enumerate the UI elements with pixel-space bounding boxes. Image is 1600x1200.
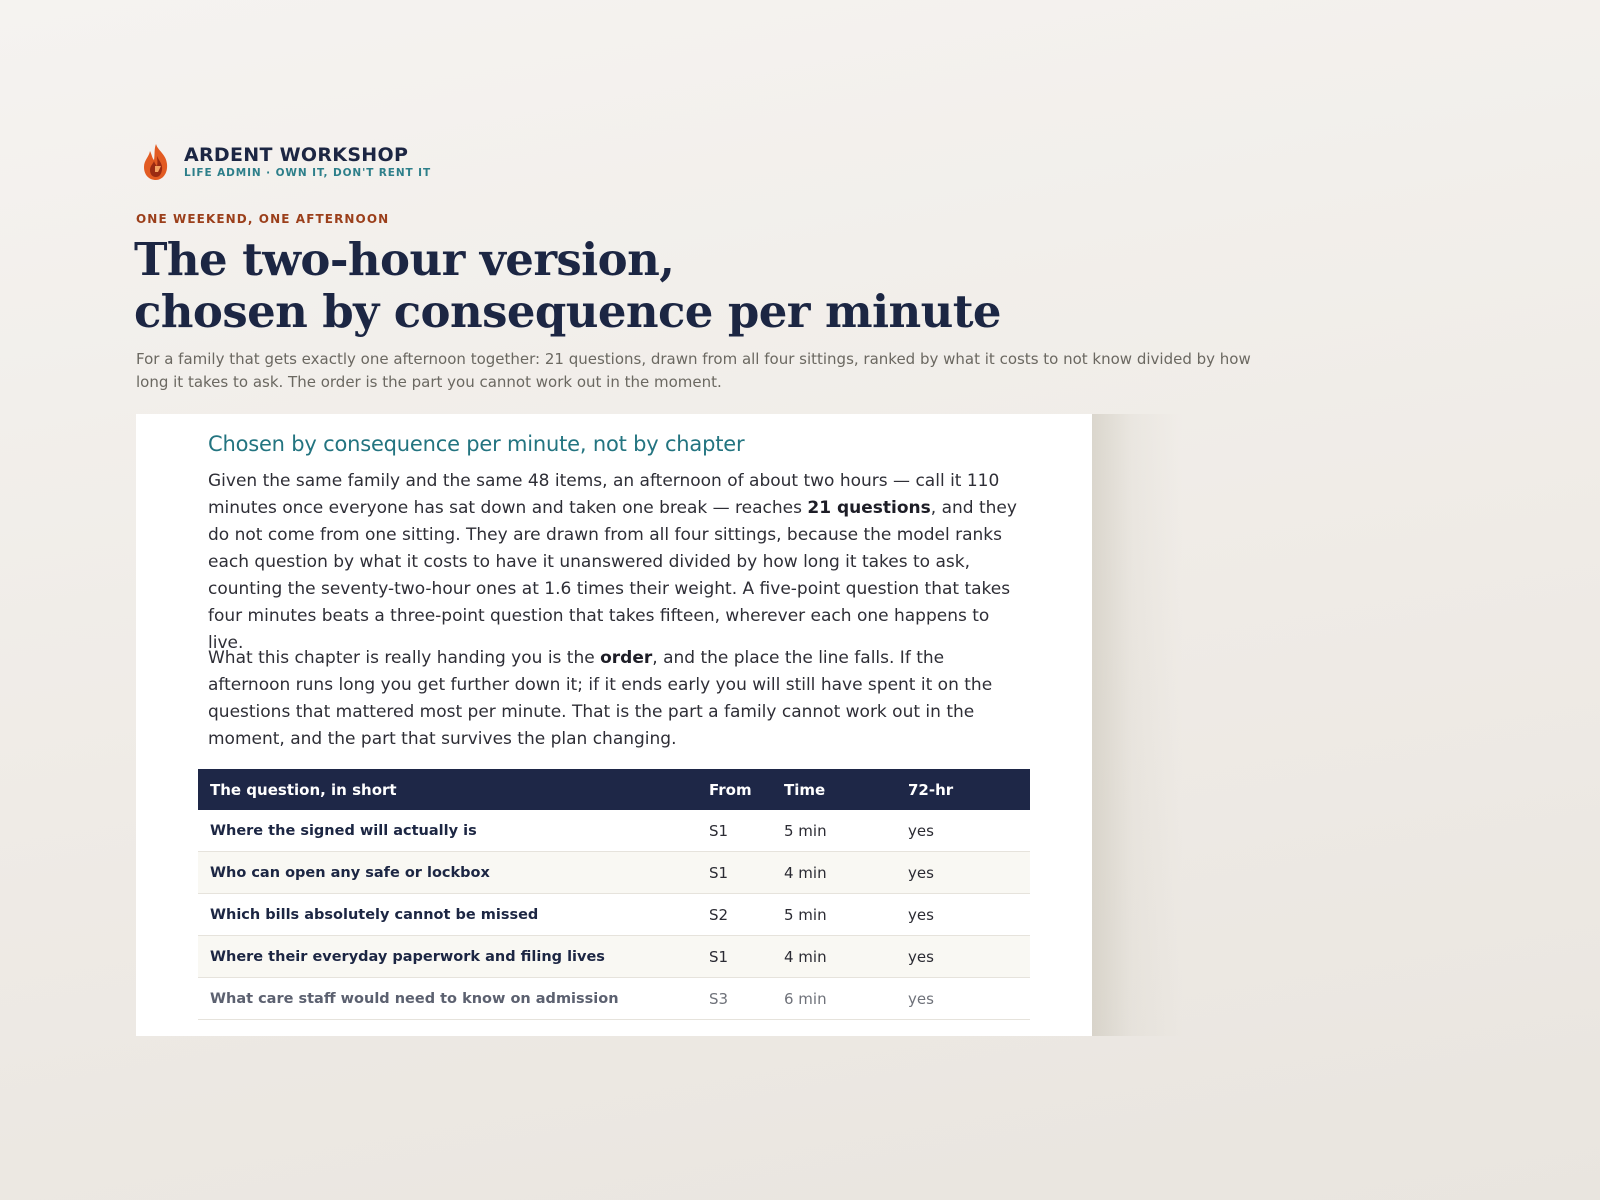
cell-from: S1 xyxy=(697,936,772,978)
brand-tagline: LIFE ADMIN · OWN IT, DON'T RENT IT xyxy=(184,166,432,179)
flame-icon xyxy=(140,142,172,182)
cell-from: S2 xyxy=(697,894,772,936)
cell-time: 4 min xyxy=(772,936,896,978)
column-header-time: Time xyxy=(772,769,896,810)
cell-72hr: yes xyxy=(896,936,1030,978)
p1-bold: 21 questions xyxy=(807,498,931,518)
content-card xyxy=(136,414,1092,1036)
p2-text-after: , and the place the line falls. If the afternoon runs long you get further down it; if it ends early you will still have spent it on the questions that mattered most per minute. That is the part a family cannot work out in the moment, and the part that survives the plan changing. xyxy=(208,648,993,749)
section-paragraph-1 xyxy=(208,468,1030,657)
cell-question: What care staff would need to know on admission xyxy=(198,978,697,1020)
cell-question: Which bills absolutely cannot be missed xyxy=(198,894,697,936)
cell-72hr: yes xyxy=(896,978,1030,1020)
cell-from: S1 xyxy=(697,810,772,852)
page-title-line-1: The two-hour version, xyxy=(134,233,675,286)
cell-from: S1 xyxy=(697,852,772,894)
dek: For a family that gets exactly one afternoon together: 21 questions, drawn from all four sittings, ranked by what it costs to not know divided by how long it takes to ask. The order is the part you cannot work out in the moment. xyxy=(136,350,1251,391)
p2-bold: order xyxy=(600,648,653,668)
p1-text-after: , and they do not come from one sitting. They are drawn from all four sittings, because the model ranks each question by what it costs to have it unanswered divided by how long it takes to ask, counting the seventy-two-hour ones at 1.6 times their weight. A five-point question that takes four minutes beats a three-point question that takes fifteen, wherever each one happens to live. xyxy=(208,498,1017,653)
brand-text xyxy=(184,145,431,180)
section-paragraph-2 xyxy=(208,645,1030,753)
p1-text-before: Given the same family and the same 48 items, an afternoon of about two hours — call it 110 minutes once everyone has sat down and taken one break — reaches xyxy=(208,471,1000,518)
p2-text-before: What this chapter is really handing you is the xyxy=(208,648,601,668)
table-row xyxy=(198,852,1030,894)
table-row xyxy=(198,894,1030,936)
table-row xyxy=(198,936,1030,978)
cell-72hr: yes xyxy=(896,810,1030,852)
column-header-from: From xyxy=(697,769,772,810)
page-title xyxy=(134,234,1001,338)
cell-time: 5 min xyxy=(772,894,896,936)
kicker: ONE WEEKEND, ONE AFTERNOON xyxy=(136,212,390,226)
cell-72hr: yes xyxy=(896,894,1030,936)
table-row xyxy=(198,810,1030,852)
brand-name: ARDENT WORKSHOP xyxy=(184,143,409,166)
cell-from: S3 xyxy=(697,978,772,1020)
brand xyxy=(140,142,431,182)
page-title-line-2: chosen by consequence per minute xyxy=(134,285,1001,338)
questions-table xyxy=(198,769,1030,1020)
cell-time: 6 min xyxy=(772,978,896,1020)
card-shadow xyxy=(1092,414,1182,1036)
section-title: Chosen by consequence per minute, not by chapter xyxy=(208,432,745,456)
cell-question: Who can open any safe or lockbox xyxy=(198,852,697,894)
cell-question: Where their everyday paperwork and filing lives xyxy=(198,936,697,978)
cell-time: 5 min xyxy=(772,810,896,852)
column-header-question: The question, in short xyxy=(198,769,697,810)
cell-72hr: yes xyxy=(896,852,1030,894)
column-header-72hr: 72-hr xyxy=(896,769,1030,810)
table-header-row xyxy=(198,769,1030,810)
table-row xyxy=(198,978,1030,1020)
cell-time: 4 min xyxy=(772,852,896,894)
cell-question: Where the signed will actually is xyxy=(198,810,697,852)
